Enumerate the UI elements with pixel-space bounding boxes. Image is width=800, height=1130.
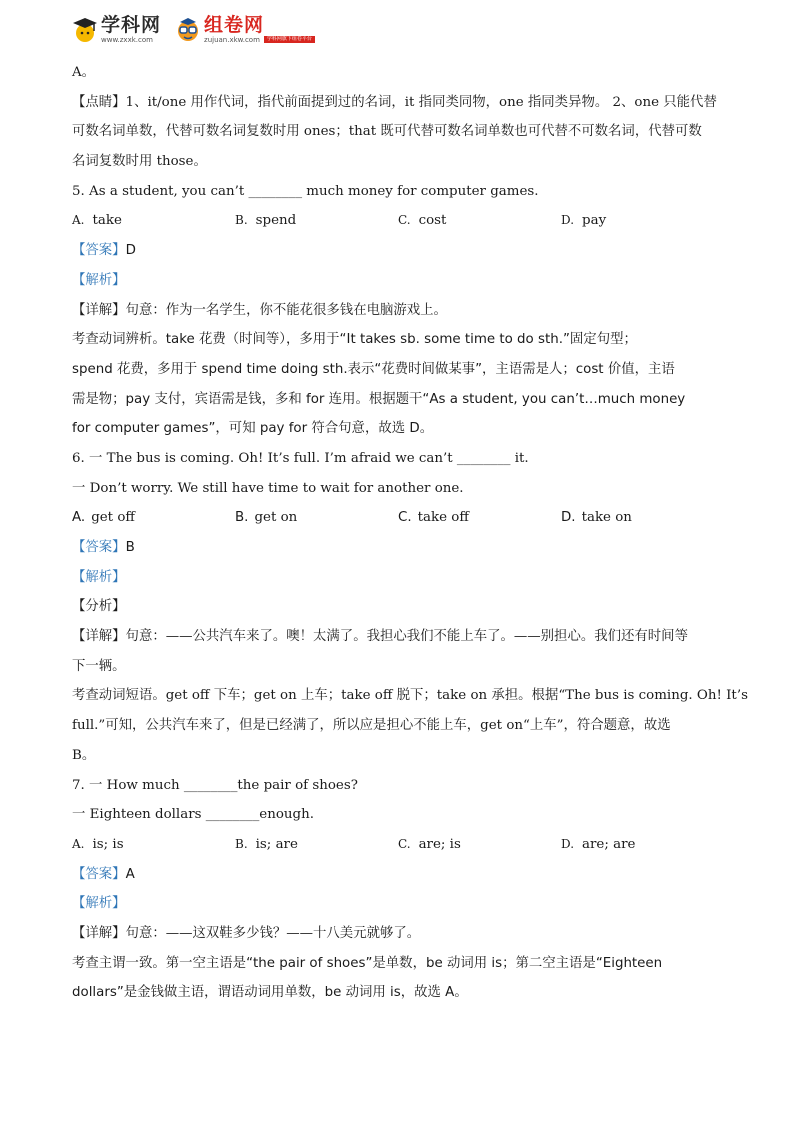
zxxk-logo-name: 学科网 xyxy=(101,14,162,36)
option-b: B. spend xyxy=(235,213,297,229)
text-line: 【详解】句意：——这双鞋多少钱？——十八美元就够了。 xyxy=(72,925,421,941)
option-b: B. is; are xyxy=(235,836,298,852)
answer-value: D xyxy=(125,243,136,259)
answer-value: A xyxy=(125,866,135,882)
text-line: for computer games”，可知 pay for 符合句意，故选 D。 xyxy=(72,421,434,437)
question-6: 6. 一 The bus is coming. Oh! It’s full. I’m afraid we can’t ________ it. xyxy=(72,450,529,466)
question-5-options xyxy=(72,206,732,236)
fenxi-label: 【分析】 xyxy=(72,599,126,615)
text-line: full.”可知，公共汽车来了，但是已经满了，所以应是担心不能上车，get on“上车”，符合题意，故选 xyxy=(72,718,671,734)
text-line: 考查动词短语。get off 下车；get on 上车；take off 脱下；take on 承担。根据“The bus is coming. Oh! It’s xyxy=(72,688,748,704)
option-c: C. take off xyxy=(398,510,469,526)
text-line: A。 xyxy=(72,65,96,80)
text-line: B。 xyxy=(72,747,96,763)
zujuan-logo xyxy=(175,16,315,44)
graduation-cap-icon xyxy=(72,16,98,44)
option-d: D. take on xyxy=(561,510,632,526)
text-line: 【详解】句意：作为一名学生，你不能花很多钱在电脑游戏上。 xyxy=(72,302,447,318)
option-a: A. is; is xyxy=(72,836,124,852)
text-line: dollars”是金钱做主语，谓语动词用单数，be 动词用 is，故选 A。 xyxy=(72,985,468,1001)
analysis-label: 【解析】 xyxy=(72,896,126,912)
answer-label: 【答案】 xyxy=(72,540,126,555)
question-5: 5. As a student, you can’t ________ much money for computer games. xyxy=(72,183,539,199)
answer-label: 【答案】 xyxy=(72,866,126,882)
option-d: D. are; are xyxy=(561,836,636,852)
text-line: 考查主谓一致。第一空主语是“the pair of shoes”是单数，be 动词用 is；第二空主语是“Eighteen xyxy=(72,955,663,971)
option-a: A. get off xyxy=(72,510,135,526)
text-line: 需是物；pay 支付，宾语需是钱，多和 for 连用。根据题干“As a student, you can’t…much money xyxy=(72,391,686,407)
zxxk-logo-url: www.zxxk.com xyxy=(101,36,153,44)
option-c: C. are; is xyxy=(398,836,461,852)
zujuan-logo-url: zujuan.xkw.com xyxy=(204,36,260,44)
zujuan-logo-tagline: 学科网旗下组卷平台 xyxy=(264,36,315,43)
text-line: 可数名词单数，代替可数名词复数时用 ones；that 既可代替可数名词单数也可代替不可数名词，代替可数 xyxy=(72,124,702,140)
zujuan-logo-name: 组卷网 xyxy=(204,14,265,36)
text-line: 名词复数时用 those。 xyxy=(72,154,207,170)
option-d: D. pay xyxy=(561,213,607,229)
text-line: 一 Don’t worry. We still have time to wait for another one. xyxy=(72,480,464,496)
question-7-options xyxy=(72,830,732,860)
answer-line xyxy=(72,533,732,563)
page-header xyxy=(72,12,329,48)
mascot-icon xyxy=(175,16,201,44)
text-line: spend 花费，多用于 spend time doing sth.表示“花费时间做某事”，主语需是人；cost 价值，主语 xyxy=(72,361,675,377)
answer-value: B xyxy=(125,540,135,555)
option-b: B. get on xyxy=(235,510,298,526)
analysis-label: 【解析】 xyxy=(72,272,126,288)
document-body xyxy=(72,58,748,1008)
answer-line xyxy=(72,236,732,266)
text-line: 【详解】句意：——公共汽车来了。噢！太满了。我担心我们不能上车了。——别担心。我们还有时间等 xyxy=(72,629,688,645)
text-line: 考查动词辨析。take 花费（时间等），多用于“It takes sb. some time to do sth.”固定句型； xyxy=(72,332,637,348)
text-line: 一 Eighteen dollars ________enough. xyxy=(72,807,314,823)
option-c: C. cost xyxy=(398,213,447,229)
answer-label: 【答案】 xyxy=(72,243,126,259)
question-6-options xyxy=(72,503,732,533)
answer-line xyxy=(72,860,732,890)
text-line: 【点睛】1、it/one 用作代词，指代前面提到过的名词，it 指同类同物，one 指同类异物。 2、one 只能代替 xyxy=(72,94,717,110)
zxxk-logo xyxy=(72,16,161,44)
text-line: 下一辆。 xyxy=(72,658,126,674)
analysis-label: 【解析】 xyxy=(72,569,126,585)
option-a: A. take xyxy=(72,213,122,229)
question-7: 7. 一 How much ________the pair of shoes? xyxy=(72,777,358,793)
